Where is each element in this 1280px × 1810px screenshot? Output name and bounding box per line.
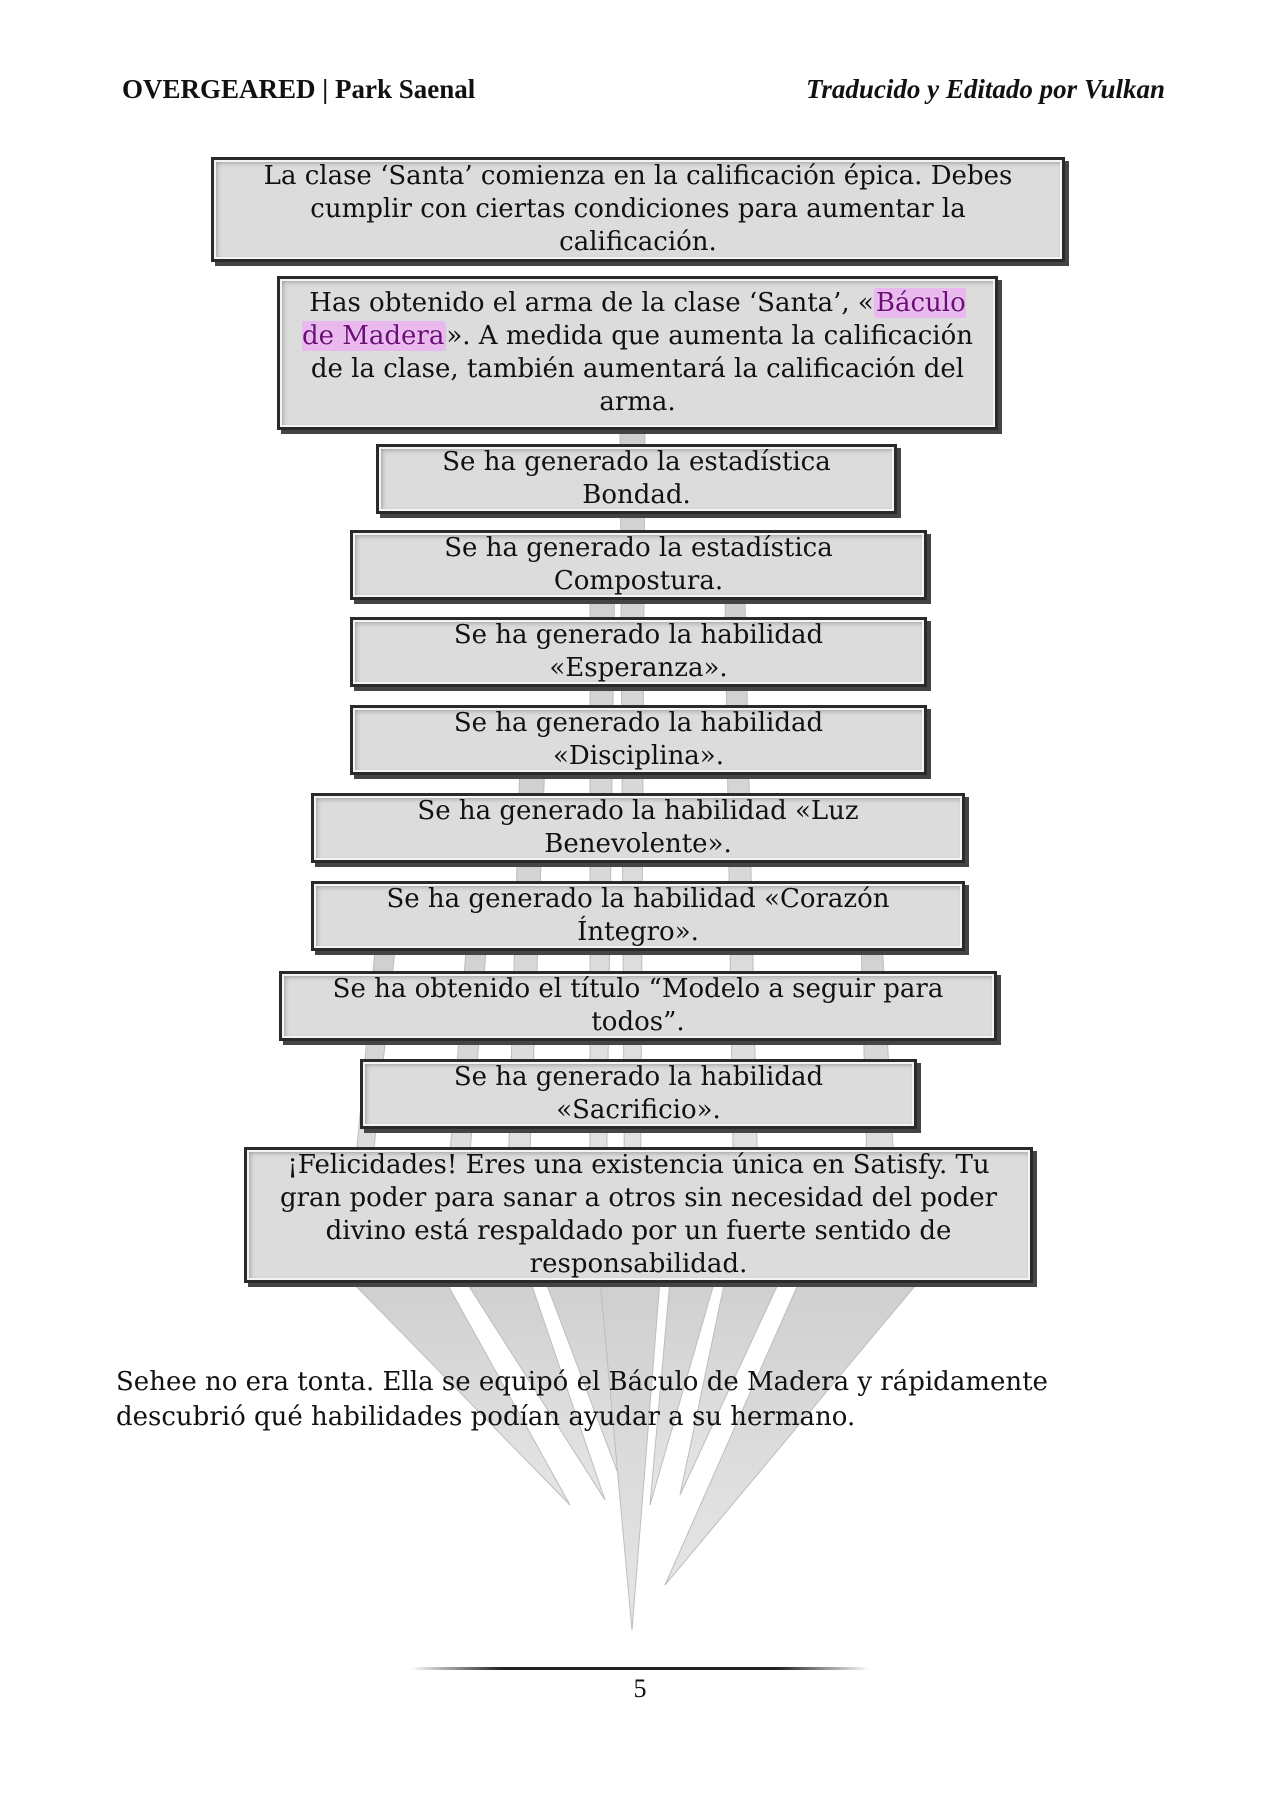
notification-box-stat-bondad <box>376 444 897 514</box>
header-translator-credit: Traducido y Editado por Vulkan <box>805 74 1165 104</box>
notification-text: Se ha generado la estadística Compostura. <box>444 533 833 596</box>
notification-box-skill-disciplina <box>350 705 927 775</box>
notification-box-skill-esperanza <box>350 617 927 687</box>
notification-text: La clase ‘Santa’ comienza en la calificación épica. Debes cumplir con ciertas condiciones para aumentar la calificación. <box>263 161 1013 257</box>
notification-box-stat-compostura <box>350 530 927 600</box>
notification-box-weapon <box>277 276 998 430</box>
notification-text: Se ha generado la habilidad «Disciplina». <box>453 708 824 771</box>
notification-text-after: ». A medida que aumenta la calificación de la clase, también aumentará la calificación del arma. <box>310 321 974 417</box>
notification-box-class-grade <box>211 157 1065 262</box>
notification-box-skill-sacrificio <box>360 1059 917 1129</box>
notification-text: Se ha generado la estadística Bondad. <box>442 447 831 510</box>
notification-box-skill-luz-benevolente <box>311 793 965 863</box>
page-number: 5 <box>633 1674 647 1703</box>
notification-text: Se ha generado la habilidad «Corazón Íntegro». <box>386 884 890 947</box>
notification-text: Se ha generado la habilidad «Esperanza». <box>453 620 824 683</box>
header-book-title: OVERGEARED | Park Saenal <box>122 74 476 104</box>
notification-box-title <box>279 971 997 1041</box>
notification-box-skill-corazon-integro <box>311 881 965 951</box>
footer-divider <box>410 1667 870 1670</box>
notification-box-congratulations <box>244 1147 1033 1283</box>
notification-text-before: Has obtenido el arma de la clase ‘Santa’, « <box>309 288 874 318</box>
weapon-name-highlight: Báculo de Madera <box>301 288 966 351</box>
notification-text: Se ha obtenido el título “Modelo a seguir para todos”. <box>332 974 944 1037</box>
body-paragraph: Sehee no era tonta. Ella se equipó el Báculo de Madera y rápidamente descubrió qué habilidades podían ayudar a su hermano. <box>116 1367 1048 1432</box>
notification-text: Se ha generado la habilidad «Sacrificio». <box>453 1062 824 1125</box>
notification-text: ¡Felicidades! Eres una existencia única en Satisfy. Tu gran poder para sanar a otros sin necesidad del poder divino está respaldado por un fuerte sentido de responsabilidad. <box>279 1150 998 1279</box>
notification-text <box>294 287 981 419</box>
notification-text: Se ha generado la habilidad «Luz Benevolente». <box>417 796 859 859</box>
